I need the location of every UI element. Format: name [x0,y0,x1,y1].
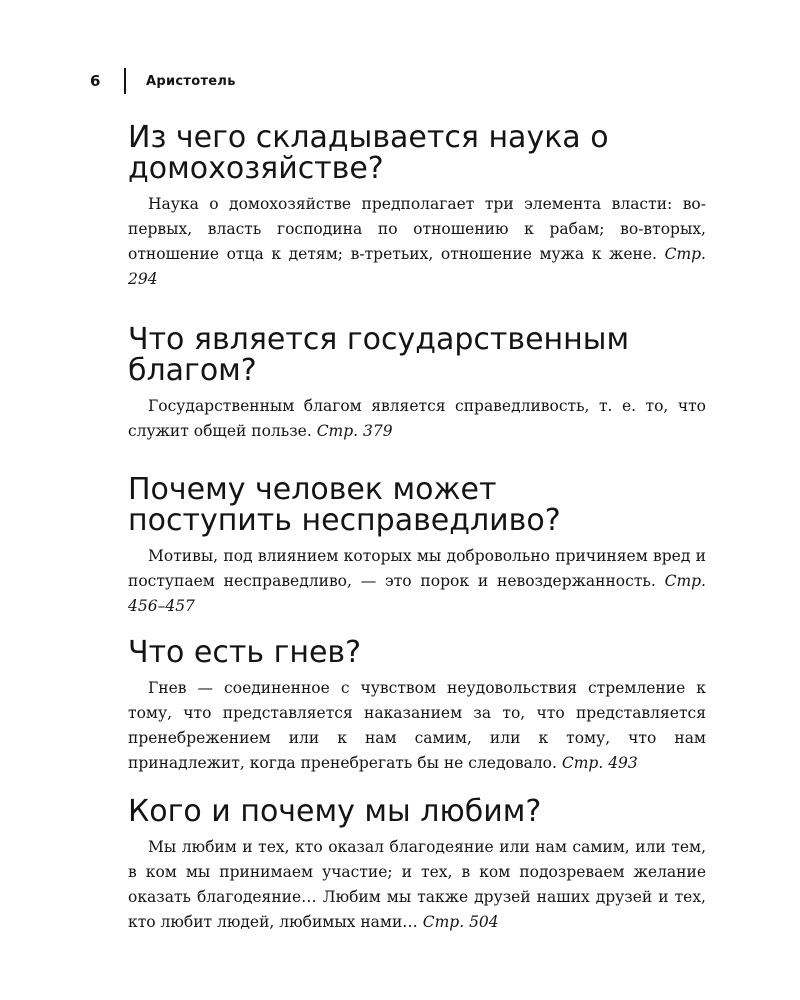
question-heading: Из чего складывается наука о домохозяйстве? [128,120,609,186]
qa-entry [128,324,706,444]
qa-entry [128,796,706,935]
page-reference: Стр. 504 [422,913,499,931]
answer-text: Мы любим и тех, кто оказал благодеяние или нам самим, или тем, в ком мы принимаем участие; и тех, в ком подозреваем желание оказать благодеяние… Любим мы также друзей наших друзей и тех, кто любит людей, любимых нами… Стр. 504 [128,838,706,931]
page-reference: Стр. 294 [128,245,706,288]
page-reference: Стр. 379 [316,422,393,440]
page-header [90,68,236,94]
running-title: Аристотель [146,73,236,89]
page-reference: Стр. 456–457 [128,572,706,615]
page-reference: Стр. 493 [561,754,638,772]
question-heading: Что является государственным благом? [128,322,630,388]
page-number: 6 [90,72,101,90]
page-content [128,122,706,935]
qa-entry [128,474,706,619]
qa-entry [128,637,706,776]
question-heading: Что есть гнев? [128,635,362,670]
answer-text: Государственным благом является справедливость, т. е. то, что служит общей пользе. Стр. 379 [128,397,706,440]
answer-text: Наука о домохозяйстве предполагает три элемента власти: во-первых, власть господина по отношению к рабам; во-вторых, отношение отца к детям; в-третьих, отношение мужа к жене. Стр. 294 [128,195,706,288]
answer-text: Мотивы, под влиянием которых мы добровольно причиняем вред и поступаем несправедливо, — это порок и невоздержанность. Стр. 456–457 [128,547,706,615]
answer-text: Гнев — соединенное с чувством неудовольствия стремление к тому, что представляется наказанием за то, что представляется пренебрежением или к нам самим, или к тому, что нам принадлежит, когда пренебрегать бы не следовало. Стр. 493 [128,679,706,772]
question-heading: Кого и почему мы любим? [128,794,542,829]
question-heading: Почему человек может поступить несправедливо? [128,472,561,538]
header-divider [124,68,126,94]
qa-entry [128,122,706,292]
